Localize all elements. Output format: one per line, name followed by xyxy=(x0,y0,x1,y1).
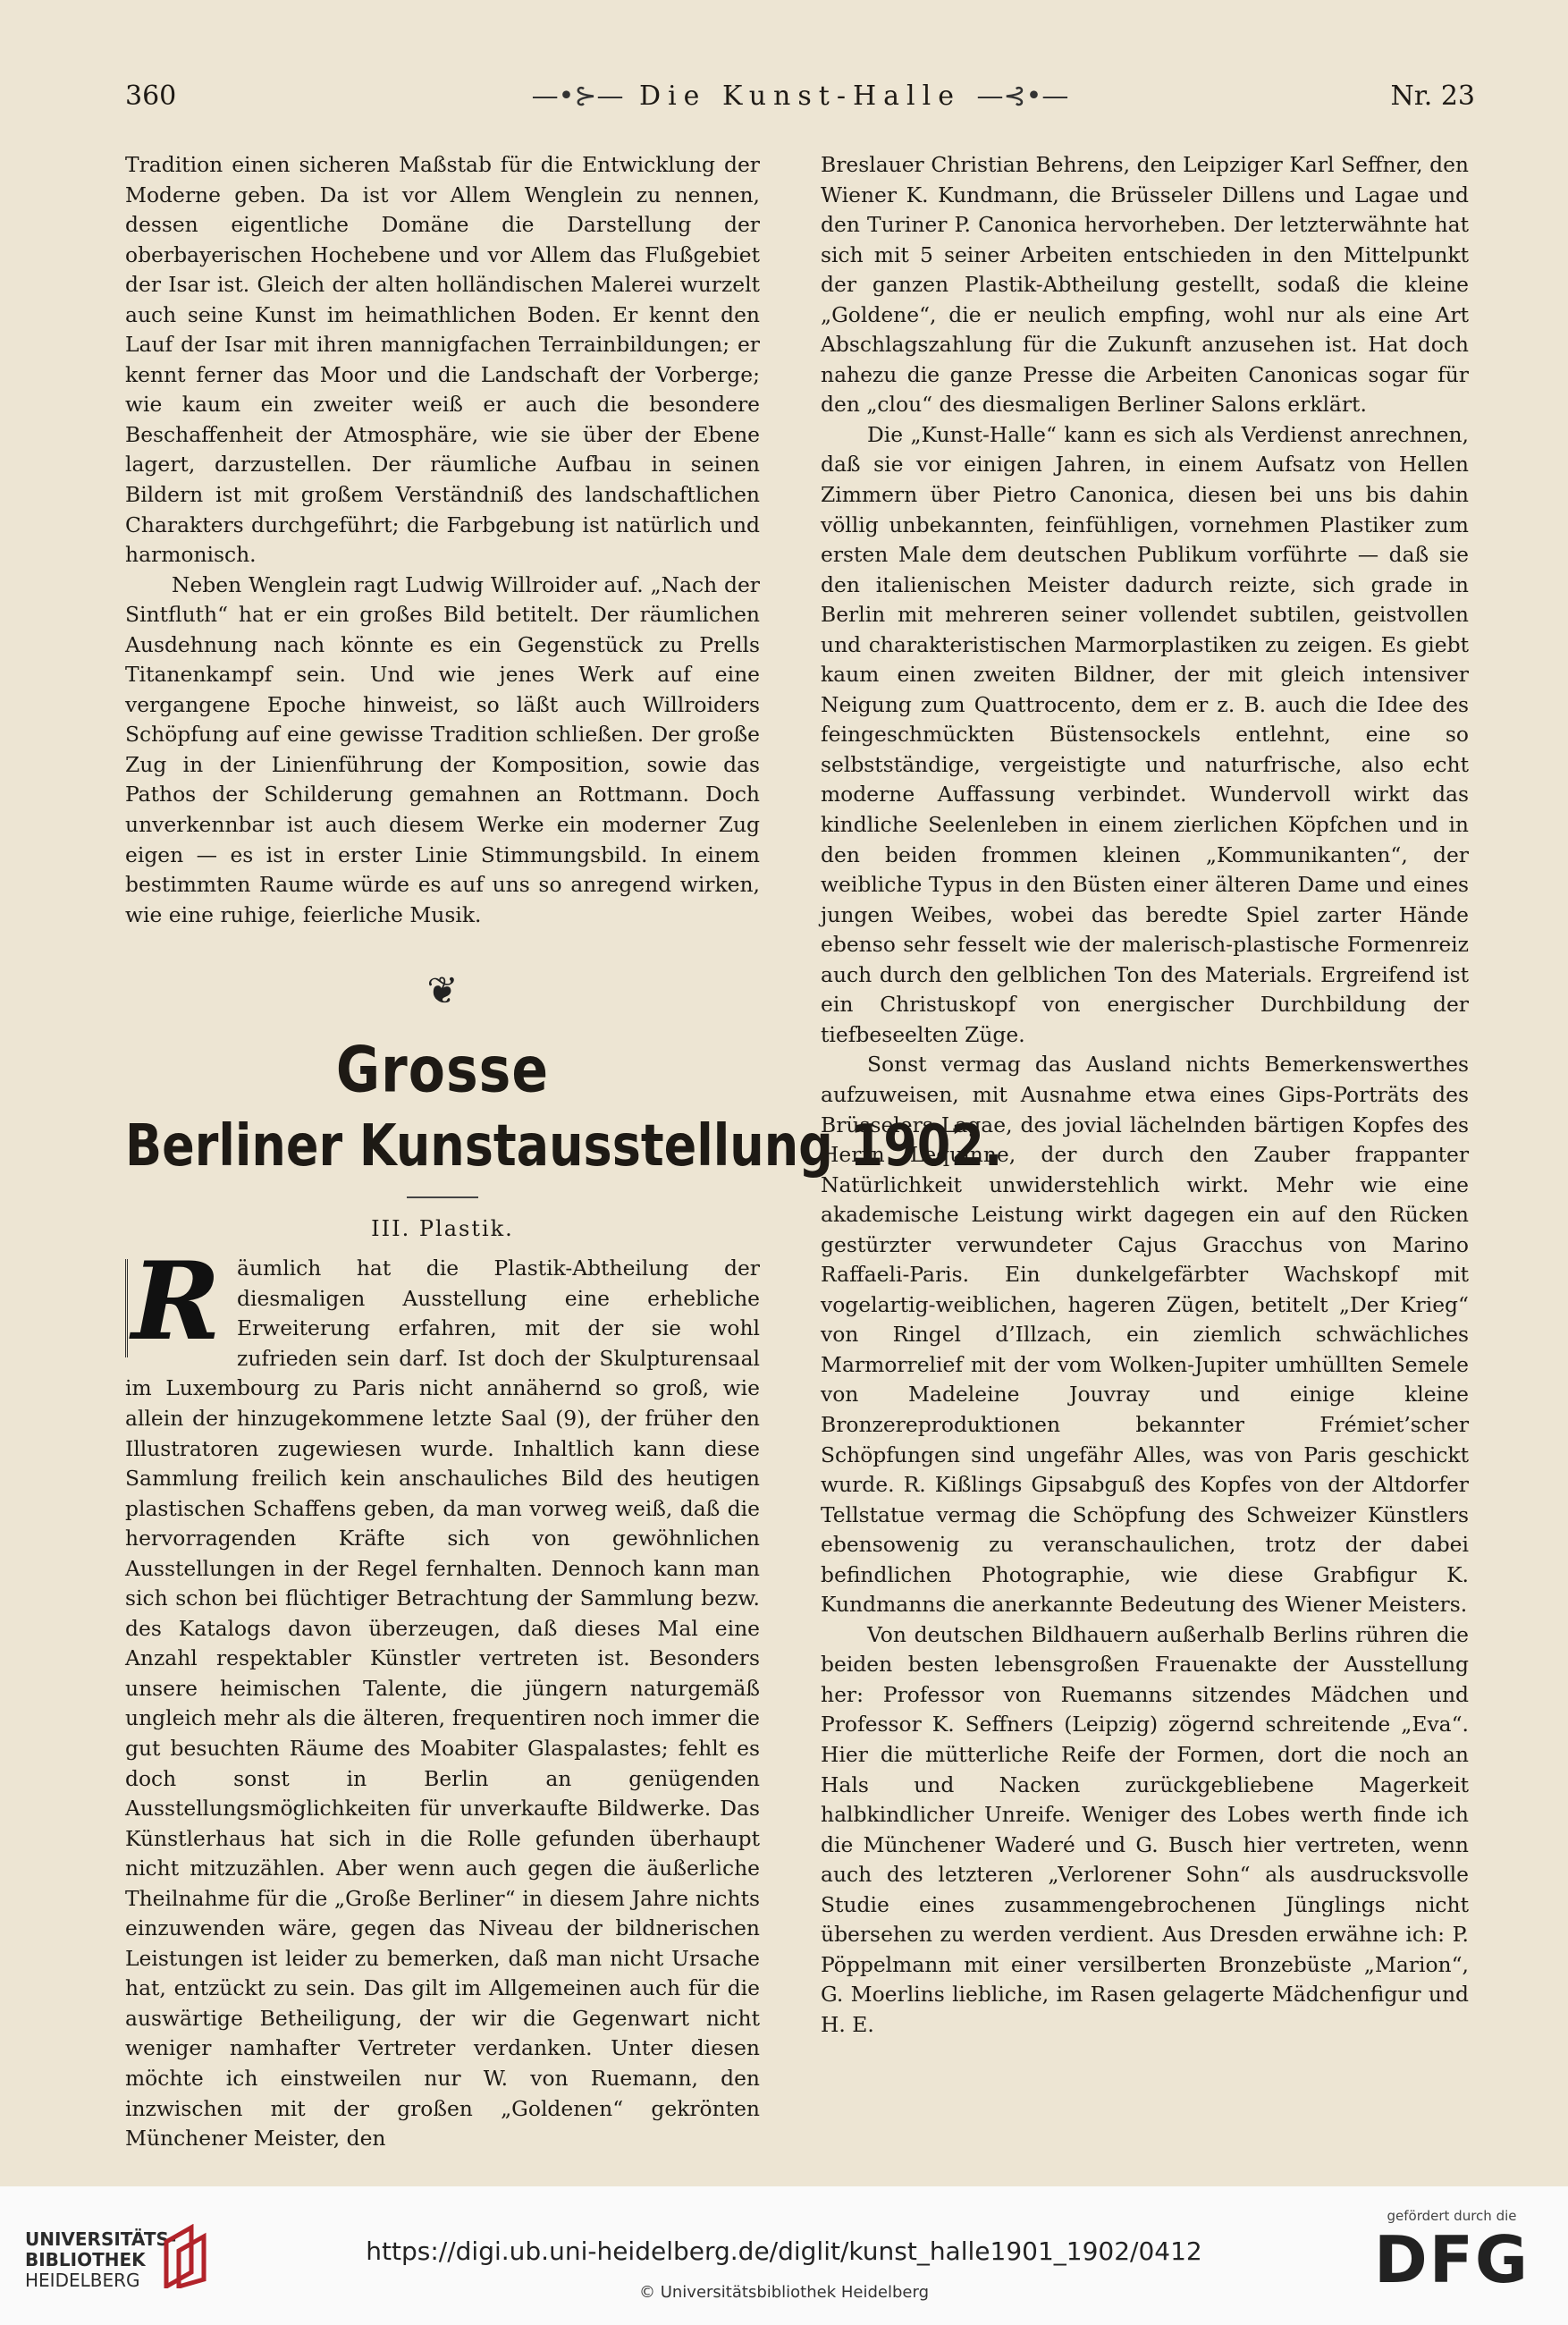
library-name-line3: HEIDELBERG xyxy=(25,2270,140,2291)
right-column xyxy=(821,150,1469,2040)
fleuron-icon: ❦ xyxy=(426,968,459,1013)
paragraph: Tradition einen sicheren Maßstab für die Entwicklung der Moderne geben. Da ist vor Allem Wenglein zu nennen, dessen eigentliche Domäne die Darstellung der oberbayerischen Hochebene und vor Allem das Flußgebiet der Isar ist. Gleich der alten holländischen Malerei wurzelt auch seine Kunst im heimathlichen Boden. Er kennt den Lauf der Isar mit ihren mannigfachen Terrainbildungen; er kennt ferner das Moor und die Landschaft der Vorberge; wie kaum ein zweiter weiß er auch die besondere Beschaffenheit der Atmosphäre, wie sie über der Ebene lagert, darzustellen. Der räumliche Aufbau in seinen Bildern ist mit großem Verständniß des landschaftlichen Charakters durchgeführt; die Farbgebung ist natürlich und harmonisch. xyxy=(125,152,760,568)
issue-number: Nr. 23 xyxy=(1390,80,1475,112)
header-ornament-left-icon: —•⊱— xyxy=(531,80,624,112)
article-heading-line1: Grosse xyxy=(335,1033,550,1108)
paragraph xyxy=(125,1239,760,2153)
library-name-line2: BIBLIOTHEK xyxy=(25,2249,146,2270)
running-title: Die Kunst-Halle xyxy=(639,80,961,112)
viewer-footer xyxy=(0,2186,1568,2325)
paragraph: Neben Wenglein ragt Ludwig Willroider auf. „Nach der Sintfluth“ hat er ein großes Bild betitelt. Der räumlichen Ausdehnung nach könnte es ein Gegenstück zu Prells Titanenkampf sein. Und wie jenes Werk auf eine vergangene Epoche hinweist, so läßt auch Willroiders Schöpfung auf eine gewisse Tradition schließen. Der große Zug in der Linienführung der Komposition, sowie das Pathos der Schilderung gemahnen an Rottmann. Doch unverkennbar ist auch diesem Werke ein moderner Zug eigen — es ist in erster Linie Stimmungsbild. In einem bestimmten Raume würde es auf uns so anregend wirken, wie eine ruhige, feierliche Musik. xyxy=(125,571,760,927)
funding-block xyxy=(1362,2208,1541,2295)
paragraph: Von deutschen Bildhauern außerhalb Berlins rühren die beiden besten lebensgroßen Frauenakte der Ausstellung her: Professor von Ruemanns sitzendes Mädchen und Professor K. Seffners (Leipzig) zögernd schreitende „Eva“. Hier die mütterliche Reife der Formen, dort die noch an Hals und Nacken zurückgebliebene Magerkeit halbkindlicher Unreife. Weniger des Lobes werth finde ich die Münchener Waderé und G. Busch hier vertreten, wenn auch des letzteren „Verlorener Sohn“ als ausdrucksvolle Studie eines zusammengebrochenen Jünglings nicht übersehen zu werden verdient. Aus Dresden erwähne ich: P. Pöppelmann mit einer versilberten Bronzebüste „Marion“, G. Moerlins liebliche, im Rasen gelagerte Mädchenfigur und H. E. xyxy=(821,1621,1469,2037)
page-header xyxy=(125,80,1475,125)
dropcap-letter: R xyxy=(125,1259,224,1357)
permalink-url[interactable]: https://digi.ub.uni-heidelberg.de/diglit/kunst_halle1901_1902/0412 xyxy=(366,2236,1202,2266)
paragraph: Die „Kunst-Halle“ kann es sich als Verdienst anrechnen, daß sie vor einigen Jahren, in einem Aufsatz von Hellen Zimmern über Pietro Canonica, diesen bei uns bis dahin völlig unbekannten, feinfühligen, vornehmen Plastiker zum ersten Male dem deutschen Publikum vorführte — daß sie den italienischen Meister dadurch reizte, sich grade in Berlin mit mehreren seiner vollendet subtilen, geistvollen und charakteristischen Marmorplastiken zu zeigen. Es giebt kaum einen zweiten Bildner, der mit gleich intensiver Neigung zum Quattrocento, dem er z. B. auch die Idee des feingeschmückten Büstensockels entlehnt, eine so selbstständige, vergeistigte und naturfrische, also echt moderne Auffassung verbindet. Wundervoll wirkt das kindliche Seelenleben in einem zierlichen Köpfchen und in den beiden frommen kleinen „Kommunikanten“, der weibliche Typus in den Büsten einer älteren Dame und eines jungen Weibes, wobei das beredte Spiel zarter Hände ebenso sehr fesselt wie der malerisch-plastische Formenreiz auch durch den gelblichen Ton des Materials. Ergreifend ist ein Christuskopf von energischer Durchbildung der tiefbeseelten Züge. xyxy=(821,421,1469,1047)
dropcap-paragraph-text: äumlich hat die Plastik-Abtheilung der diesmaligen Ausstellung eine erhebliche Erweiterung erfahren, mit der sie wohl zufrieden sein darf. Ist doch der Skulpturensaal im Luxembourg zu Paris nicht annähernd so groß, wie allein der hinzugekommene letzte Saal (9), der früher den Illustratoren zugewiesen wurde. Inhaltlich kann diese Sammlung freilich kein anschauliches Bild des heutigen plastischen Schaffens geben, da man vorweg weiß, daß die hervorragenden Kräfte sich von gewöhnlichen Ausstellungen in der Regel fernhalten. Dennoch kann man sich schon bei flüchtiger Betrachtung der Sammlung bezw. des Katalogs davon überzeugen, daß dieses Mal eine Anzahl respektabler Künstler vertreten ist. Besonders unsere heimischen Talente, die jüngern naturgemäß ungleich mehr als die älteren, frequentiren noch immer die gut besuchten Räume des Moabiter Glaspalastes; fehlt es doch sonst in Berlin an genügenden Ausstellungsmöglichkeiten für unverkaufte Bildwerke. Das Künstlerhaus hat sich in die Rolle gefunden überhaupt nicht mitzuzählen. Aber wenn auch gegen die äußerliche Theilnahme für die „Große Berliner“ in diesem Jahre nichts einzuwenden wäre, gegen das Niveau der bildnerischen Leistungen ist leider zu bemerken, daß man nicht Ursache hat, entzückt zu sein. Das gilt im Allgemeinen auch für die auswärtige Betheiligung, der wir die Gegenwart nicht weniger namhafter Vertreter verdanken. Unter diesen möchte ich einstweilen nur W. von Ruemann, den inzwischen mit der großen „Goldenen“ gekrönten Münchener Meister, den xyxy=(125,1256,760,2152)
article-heading-line2: Berliner Kunstausstellung 1902. xyxy=(125,1112,1003,1179)
section-subheading: III. Plastik. xyxy=(371,1216,514,1242)
paragraph: Sonst vermag das Ausland nichts Bemerkenswerthes aufzuweisen, mit Ausnahme etwa eines Gips-Porträts des Brüsselers Lagae, des jovial lächelnden bärtigen Kopfes des Herrn Lequinne, der durch den Zauber frappanter Natürlichkeit unwiderstehlich wirkt. Mehr wie eine akademische Leistung wirkt dagegen ein auf den Rücken gestürzter verwundeter Cajus Gracchus von Marino Raffaeli-Paris. Ein dunkelgefärbter Wachskopf mit vogelartig-weiblichen, hageren Zügen, betitelt „Der Krieg“ von Ringel d’Illzach, ein ziemlich schwächliches Marmorrelief mit der vom Wolken-Jupiter umhüllten Semele von Madeleine Jouvray und einige kleine Bronzereproduktionen bekannter Frémiet’scher Schöpfungen sind ungefähr Alles, was von Paris geschickt wurde. R. Kißlings Gipsabguß des Kopfes von der Altdorfer Tellstatue vermag die Schöpfung des Schweizer Künstlers ebensowenig zu veranschaulichen, trotz der dabei befindlichen Photographie, wie diese Grabfigur K. Kundmanns die anerkannte Bedeutung des Wiener Meisters. xyxy=(821,1052,1469,1618)
library-name-line1: UNIVERSITÄTS- xyxy=(25,2228,177,2250)
left-column xyxy=(125,150,1003,2154)
running-title-block xyxy=(125,80,1475,112)
paragraph: Breslauer Christian Behrens, den Leipziger Karl Seffner, den Wiener K. Kundmann, die Brüsseler Dillens und Lagae und den Turiner P. Canonica hervorheben. Der letzterwähnte hat sich mit 5 seiner Arbeiten entschieden in den Mittelpunkt der ganzen Plastik-Abtheilung gestellt, sodaß die kleine „Goldene“, die er neulich empfing, wohl nur als eine Art Abschlagszahlung für die Zukunft anzusehen ist. Hat doch nahezu die ganze Presse die Arbeiten Canonicas sogar für den „clou“ des diesmaligen Berliner Salons erklärt. xyxy=(821,152,1469,418)
dfg-logo: DFG xyxy=(1373,2222,1530,2297)
copyright-notice: © Universitätsbibliothek Heidelberg xyxy=(638,2283,929,2302)
divider xyxy=(407,1196,478,1198)
page-number: 360 xyxy=(125,80,177,112)
funding-text: gefördert durch die xyxy=(1387,2208,1517,2224)
header-ornament-right-icon: —⊰•— xyxy=(976,80,1069,112)
